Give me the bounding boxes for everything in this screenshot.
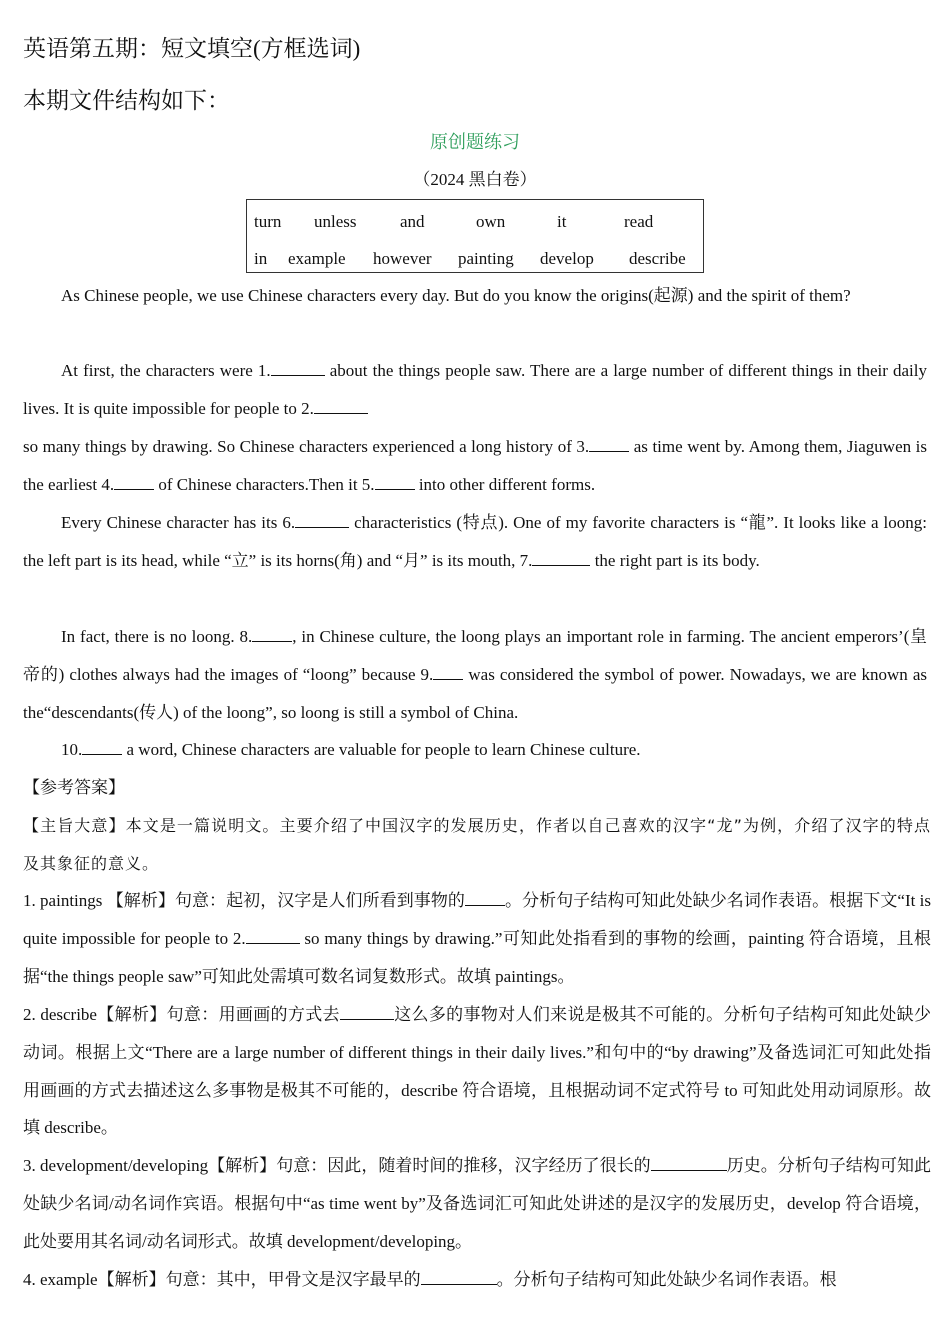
answer-text: 4. example【解析】句意：其中，甲骨文是汉字最早的 [23,1270,421,1289]
answers-summary [23,807,931,883]
answer-text: so many things by drawing.”可知此处指看到的事物的绘画，painting 符合语境，且根据“the things people saw”可知此处需填可数名词复数形式。故填 paintings。 [23,928,931,986]
answer-item-2 [23,996,931,1147]
word-box [246,199,704,273]
passage-paragraph-2 [23,352,927,428]
word-option: painting [458,249,514,268]
answer-text: 历史。分析句子结构可知此处缺少名词/动名词作宾语。根据句中“as time went by”及备选词汇可知此处讲述的是汉字的发展历史，develop 符合语境，此处要用其名词/动名词形式。故填 development/developing。 [23,1156,931,1251]
passage-paragraph-6 [23,731,927,769]
answer-text: 。分析句子结构可知此处缺少名词作表语。根 [496,1270,837,1289]
answer-text: 2. describe【解析】句意：用画画的方式去 [23,1005,340,1024]
answer-blank [421,1268,497,1285]
paragraph-text: was considered the symbol of power. Nowadays, we are known as the“descendants(传人) of the loong”, so loong is still a symbol of China. [23,664,927,722]
passage-paragraph-5 [23,618,927,731]
answer-text: 1. paintings 【解析】句意：起初，汉字是人们所看到事物的 [23,891,465,910]
blank-9 [433,663,463,680]
word-option: develop [540,249,594,268]
word-option: in [254,249,268,268]
word-option: and [400,212,425,231]
paragraph-text: Every Chinese character has its 6. [61,513,296,532]
answers-heading-text: 【参考答案】 [23,778,125,797]
blank-3 [589,435,629,452]
answer-text: 。分析句子结构可知此处缺少名词作表语。根据下文“It is quite impossible for people to 2. [23,891,931,948]
passage-paragraph-3 [23,428,927,504]
answer-blank [651,1154,727,1171]
word-option: it [557,212,567,231]
blank-5 [375,473,415,490]
blank-6 [295,511,349,528]
word-option: describe [629,249,686,268]
paragraph-text: so many things by drawing. So Chinese characters experienced a long history of 3. [23,437,590,456]
paragraph-text: into other different forms. [414,474,596,494]
paragraph-text: of Chinese characters.Then it 5. [154,474,375,494]
blank-10 [82,738,122,755]
word-option: turn [254,212,282,231]
word-option: example [288,249,346,268]
answer-text: 这么多的事物对人们来说是极其不可能的。分析句子结构可知此处缺少动词。根据上文“There are a large number of different things in their daily lives.”和句中的“by drawing”及备选词汇可知此处指用画画的方式去描述这么多事物是极其不可能的，describe 符合语境，且根据动词不定式符号 to 可知此处用动词原形。故填 describe。 [23,1005,932,1138]
answer-text: 3. development/developing【解析】句意：因此，随着时间的推移，汉字经历了很长的 [23,1156,651,1175]
blank-4 [114,473,154,490]
paragraph-text: At first, the characters were 1. [61,361,271,380]
paragraph-text: In fact, there is no loong. 8. [61,627,253,646]
paragraph-text: about the things people saw. There are a large number of different things in their daily lives. It is quite impossible for people to 2. [23,361,927,418]
word-option: read [624,212,654,231]
answer-blank [465,889,505,906]
paragraph-text: 10. [61,740,83,759]
summary-text: 【主旨大意】本文是一篇说明文。主要介绍了中国汉字的发展历史，作者以自己喜欢的汉字“龙”为例，介绍了汉字的特点及其象征的意义。 [23,816,931,873]
blank-8 [252,625,292,642]
answers-heading [23,769,931,807]
document-subtitle: 本期文件结构如下： [23,88,230,113]
answer-blank [340,1003,394,1020]
paragraph-text: the right part is its body. [590,550,760,570]
word-option: own [476,212,506,231]
paragraph-text: characteristics (特点). One of my favorite characters is “龍”. It looks like a loong: the left part is its head, while “立” is its horns(角) and “月” is its mouth, 7. [23,513,927,570]
paragraph-text: , in Chinese culture, the loong plays an important role in farming. The ancient emperors’(皇帝的) clothes always had the images of “loong” because 9. [23,627,927,684]
paragraph-text: a word, Chinese characters are valuable for people to learn Chinese culture. [122,740,641,759]
answer-item-4 [23,1261,931,1299]
passage-paragraph-1 [23,277,927,315]
answer-item-3 [23,1147,931,1260]
passage-paragraph-4 [23,504,927,580]
document-title: 英语第五期：短文填空(方框选词) [23,36,361,61]
paragraph-text: As Chinese people, we use Chinese characters every day. But do you know the origins(起源) and the spirit of them? [61,286,851,305]
blank-7 [532,549,590,566]
blank-1 [271,359,325,376]
answer-item-1 [23,882,931,995]
word-option: however [373,249,432,268]
paragraph-text: as time went by. Among them, Jiaguwen is the earliest 4. [23,437,928,494]
blank-2 [314,397,368,414]
word-option: unless [314,212,357,231]
section-source: （2024 黑白卷） [413,170,537,189]
answer-blank [246,927,300,944]
section-title: 原创题练习 [430,132,520,152]
